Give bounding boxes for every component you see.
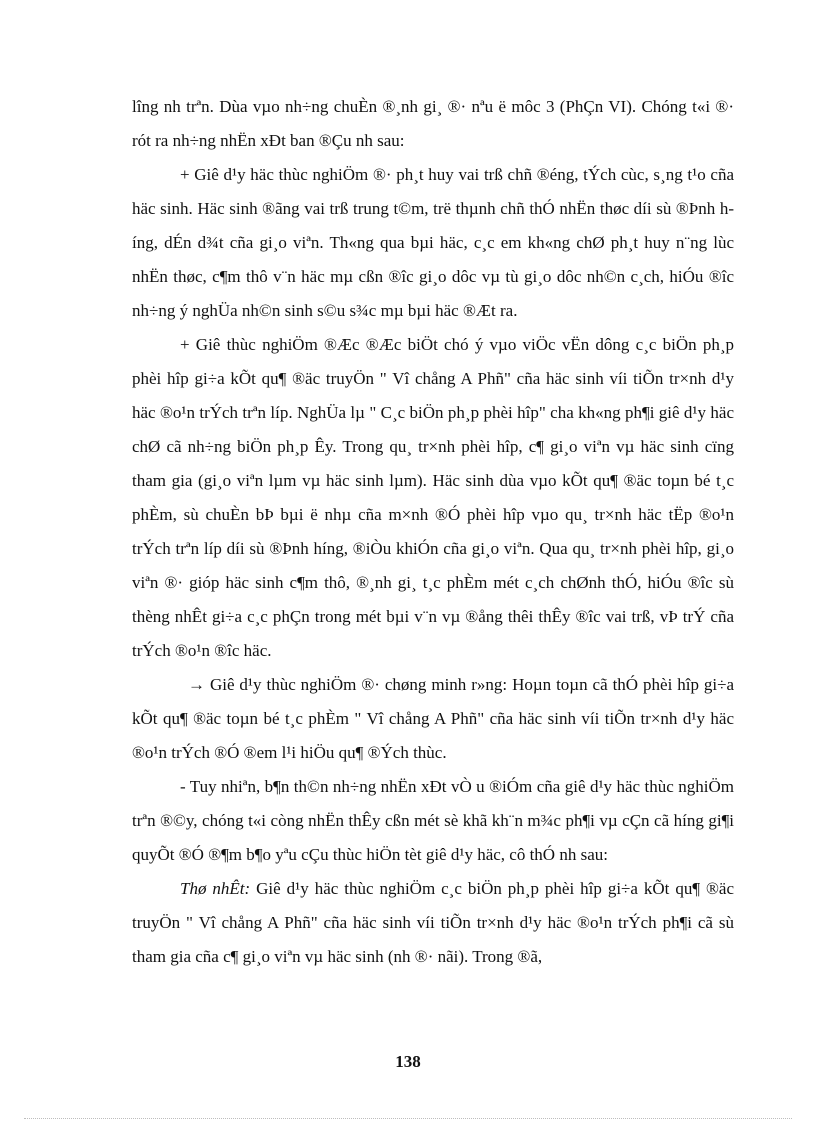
- paragraph-coordination-methods: + Giê thùc nghiÖm ®Æc ®Æc biÖt chó ý vµo viÖc vËn dông c¸c biÖn ph¸p phèi hîp gi÷a kÕt qu¶ ®äc truyÖn " Vî chång A Phñ" cña häc sinh víi tiÕn tr×nh d¹y häc ®o¹n trÝch trªn líp. NghÜa lµ " C¸c biÖn ph¸p phèi hîp" cha kh«ng ph¶i giê d¹y häc chØ cã nh÷ng biÖn ph¸p Êy. Trong qu¸ tr×nh phèi hîp, c¶ gi¸o viªn vµ häc sinh cïng tham gia (gi¸o viªn lµm vµ häc sinh lµm). Häc sinh dùa vµo kÕt qu¶ ®äc toµn bé t¸c phÈm, sù chuÈn bÞ bµi ë nhµ cña m×nh ®Ó phèi hîp vµo qu¸ tr×nh häc tËp ®o¹n trÝch trªn líp díi sù ®Þnh híng, ®iÒu khiÓn cña gi¸o viªn. Qua qu¸ tr×nh phèi hîp, gi¸o viªn ®· gióp häc sinh c¶m thô, ®¸nh gi¸ t¸c phÈm mét c¸ch chØnh thÓ, hiÓu ®îc sù thèng nhÊt gi÷a c¸c phÇn trong mét bµi v¨n vµ ®ång thêi thÊy ®îc vai trß, vÞ trÝ cña trÝch ®o¹n ®îc häc.: [132, 335, 734, 660]
- body-text: [132, 90, 734, 974]
- paragraph-active-learning: + Giê d¹y häc thùc nghiÖm ®· ph¸t huy vai trß chñ ®éng, tÝch cùc, s¸ng t¹o cña häc sinh. Häc sinh ®ãng vai trß trung t©m, trë thµnh chñ thÓ nhËn thøc díi sù ®Þnh híng, dÉn d¾t cña gi¸o viªn. Th«ng qua bµi häc, c¸c em kh«ng chØ ph¸t huy n¨ng lùc nhËn thøc, c¶m thô v¨n häc mµ cßn ®îc gi¸o dôc vµ tù gi¸o dôc nh©n c¸ch, hiÓu ®îc nh÷ng ý nghÜa nh©n sinh s©u s¾c mµ bµi häc ®Æt ra.: [132, 165, 734, 320]
- paragraph-limitations: - Tuy nhiªn, b¶n th©n nh÷ng nhËn xÐt vÒ u ®iÓm cña giê d¹y häc thùc nghiÖm trªn ®©y, chóng t«i còng nhËn thÊy cßn mét sè khã kh¨n m¾c ph¶i vµ cÇn cã híng gi¶i quyÕt ®Ó ®¶m b¶o yªu cÇu thùc hiÖn tèt giê d¹y häc, cô thÓ nh sau:: [132, 777, 734, 864]
- paragraph-conclusion: → Giê d¹y thùc nghiÖm ®· chøng minh r»ng: Hoµn toµn cã thÓ phèi hîp gi÷a kÕt qu¶ ®äc toµn bé t¸c phÈm " Vî chång A Phñ" cña häc sinh víi tiÕn tr×nh d¹y häc ®o¹n trÝch ®Ó ®em l¹i hiÖu qu¶ ®Ých thùc.: [132, 675, 734, 762]
- bottom-divider: [24, 1118, 792, 1119]
- first-point-text: Giê d¹y häc thùc nghiÖm c¸c biÖn ph¸p phèi hîp gi÷a kÕt qu¶ ®äc truyÖn " Vî chång A Phñ" cña häc sinh víi tiÕn tr×nh d¹y häc ®o¹n trÝch ph¶i cã sù tham gia cña c¶ gi¸o viªn vµ häc sinh (nh ®· nãi). Trong ®ã,: [132, 879, 734, 966]
- paragraph-first-point: [132, 872, 734, 974]
- paragraph-continuation: lîng nh trªn. Dùa vµo nh÷ng chuÈn ®¸nh gi¸ ®· nªu ë môc 3 (PhÇn VI). Chóng t«i ®· rót ra nh÷ng nhËn xÐt ban ®Çu nh sau:: [132, 97, 734, 150]
- first-point-label: Thø nhÊt:: [180, 879, 251, 898]
- page-number: 138: [395, 1052, 421, 1071]
